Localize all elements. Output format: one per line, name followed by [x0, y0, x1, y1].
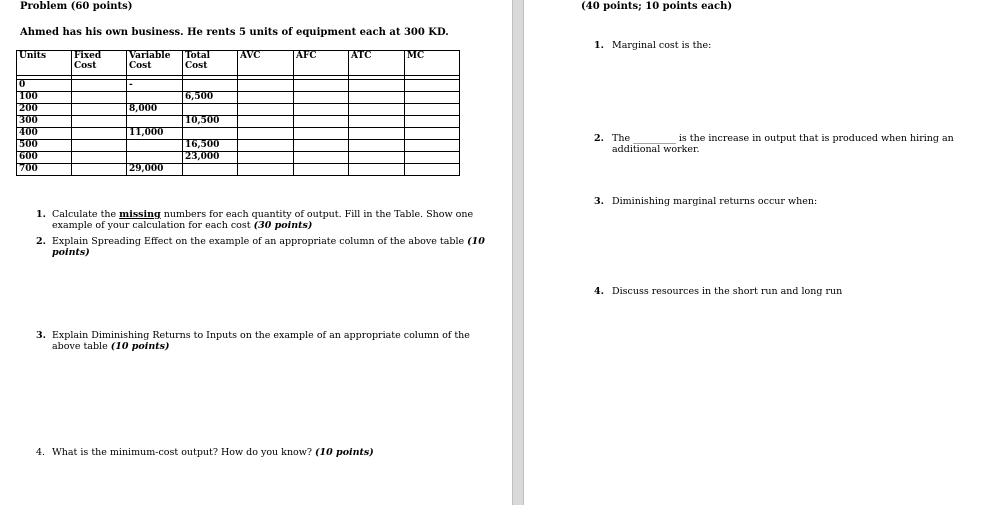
- cell-variable-cost: [127, 152, 183, 164]
- cell-avc: [238, 140, 294, 152]
- cell-units: 400: [17, 128, 72, 140]
- table-row: [17, 104, 460, 116]
- table-row: [17, 164, 460, 176]
- cell-total-cost: [183, 128, 238, 140]
- cell-fixed-cost: [72, 152, 127, 164]
- cell-units: 700: [17, 164, 72, 176]
- cell-avc: [238, 116, 294, 128]
- cell-afc: [294, 152, 349, 164]
- page-divider: [512, 0, 524, 505]
- header-mc: MC: [405, 51, 460, 76]
- cell-fixed-cost: [72, 104, 127, 116]
- table-row: [17, 92, 460, 104]
- cell-mc: [405, 104, 460, 116]
- cell-units: 0: [17, 80, 72, 92]
- cell-units: 100: [17, 92, 72, 104]
- cell-afc: [294, 92, 349, 104]
- cell-total-cost: 16,500: [183, 140, 238, 152]
- cell-avc: [238, 80, 294, 92]
- cell-atc: [349, 80, 405, 92]
- header-atc: ATC: [349, 51, 405, 76]
- cell-atc: [349, 116, 405, 128]
- cell-atc: [349, 152, 405, 164]
- cell-afc: [294, 104, 349, 116]
- cell-avc: [238, 104, 294, 116]
- header-fixed-cost: Fixed Cost: [72, 51, 127, 76]
- cell-units: 600: [17, 152, 72, 164]
- cell-afc: [294, 164, 349, 176]
- table-row: [17, 140, 460, 152]
- right-section-title: (40 points; 10 points each): [581, 1, 733, 12]
- cell-variable-cost: 29,000: [127, 164, 183, 176]
- cell-avc: [238, 164, 294, 176]
- cell-fixed-cost: [72, 128, 127, 140]
- cell-variable-cost: 8,000: [127, 104, 183, 116]
- cell-total-cost: 6,500: [183, 92, 238, 104]
- header-units: Units: [17, 51, 72, 76]
- cell-variable-cost: 11,000: [127, 128, 183, 140]
- cell-units: 200: [17, 104, 72, 116]
- cell-fixed-cost: [72, 92, 127, 104]
- cell-mc: [405, 116, 460, 128]
- cell-avc: [238, 152, 294, 164]
- cell-atc: [349, 140, 405, 152]
- table-row: [17, 128, 460, 140]
- cell-total-cost: 10,500: [183, 116, 238, 128]
- cell-atc: [349, 104, 405, 116]
- cell-variable-cost: [127, 92, 183, 104]
- table-row: [17, 152, 460, 164]
- problem-title: Problem (60 points): [20, 1, 133, 12]
- table-row: [17, 116, 460, 128]
- cell-variable-cost: [127, 140, 183, 152]
- scenario-text: Ahmed has his own business. He rents 5 units of equipment each at 300 KD.: [20, 27, 449, 38]
- cell-mc: [405, 164, 460, 176]
- cell-afc: [294, 140, 349, 152]
- cost-table: [16, 50, 460, 176]
- cell-mc: [405, 92, 460, 104]
- cell-total-cost: [183, 104, 238, 116]
- cell-variable-cost: -: [127, 80, 183, 92]
- cell-fixed-cost: [72, 140, 127, 152]
- cell-fixed-cost: [72, 80, 127, 92]
- cell-atc: [349, 164, 405, 176]
- cell-afc: [294, 116, 349, 128]
- header-afc: AFC: [294, 51, 349, 76]
- table-row: [17, 80, 460, 92]
- cell-mc: [405, 140, 460, 152]
- right-page: (40 points; 10 points each) 1. Marginal cost is the: 2. The _________ is the increase in output that is produced when hiring an additional worker. 3. Diminishing marginal returns occur when: 4. Discuss resources in the short run and long run: [524, 0, 981, 505]
- cell-avc: [238, 128, 294, 140]
- cell-total-cost: [183, 164, 238, 176]
- cell-units: 500: [17, 140, 72, 152]
- cell-atc: [349, 128, 405, 140]
- cell-mc: [405, 152, 460, 164]
- left-page: Problem (60 points) Ahmed has his own business. He rents 5 units of equipment each at 300 KD. Units Fixed Cost Variable Cost Total Cost AVC AFC ATC MC 0 - 100 6,500 200 8,000 300 10,500 400 11,000 500 16,500 600 23,000 700 29,000 1. Calculate the missing numbers for each quantity of output. Fill in the Table. Show one example of your calculation for each cost (30 points) 2. Explain Spreading Effect on the example of an appropriate column of the above table (10 points) 3. Explain Diminishing Returns to Inputs on the example of an appropriate column of the above table (10 points) 4. What is the minimum-cost output? How do you know? (10 points): [0, 0, 512, 505]
- cell-afc: [294, 80, 349, 92]
- cell-mc: [405, 80, 460, 92]
- cell-total-cost: 23,000: [183, 152, 238, 164]
- table-header-row: [17, 51, 460, 76]
- cell-total-cost: [183, 80, 238, 92]
- header-variable-cost: Variable Cost: [127, 51, 183, 76]
- cell-variable-cost: [127, 116, 183, 128]
- cell-atc: [349, 92, 405, 104]
- cell-fixed-cost: [72, 164, 127, 176]
- cell-fixed-cost: [72, 116, 127, 128]
- cell-mc: [405, 128, 460, 140]
- cell-afc: [294, 128, 349, 140]
- cell-units: 300: [17, 116, 72, 128]
- header-avc: AVC: [238, 51, 294, 76]
- header-total-cost: Total Cost: [183, 51, 238, 76]
- cell-avc: [238, 92, 294, 104]
